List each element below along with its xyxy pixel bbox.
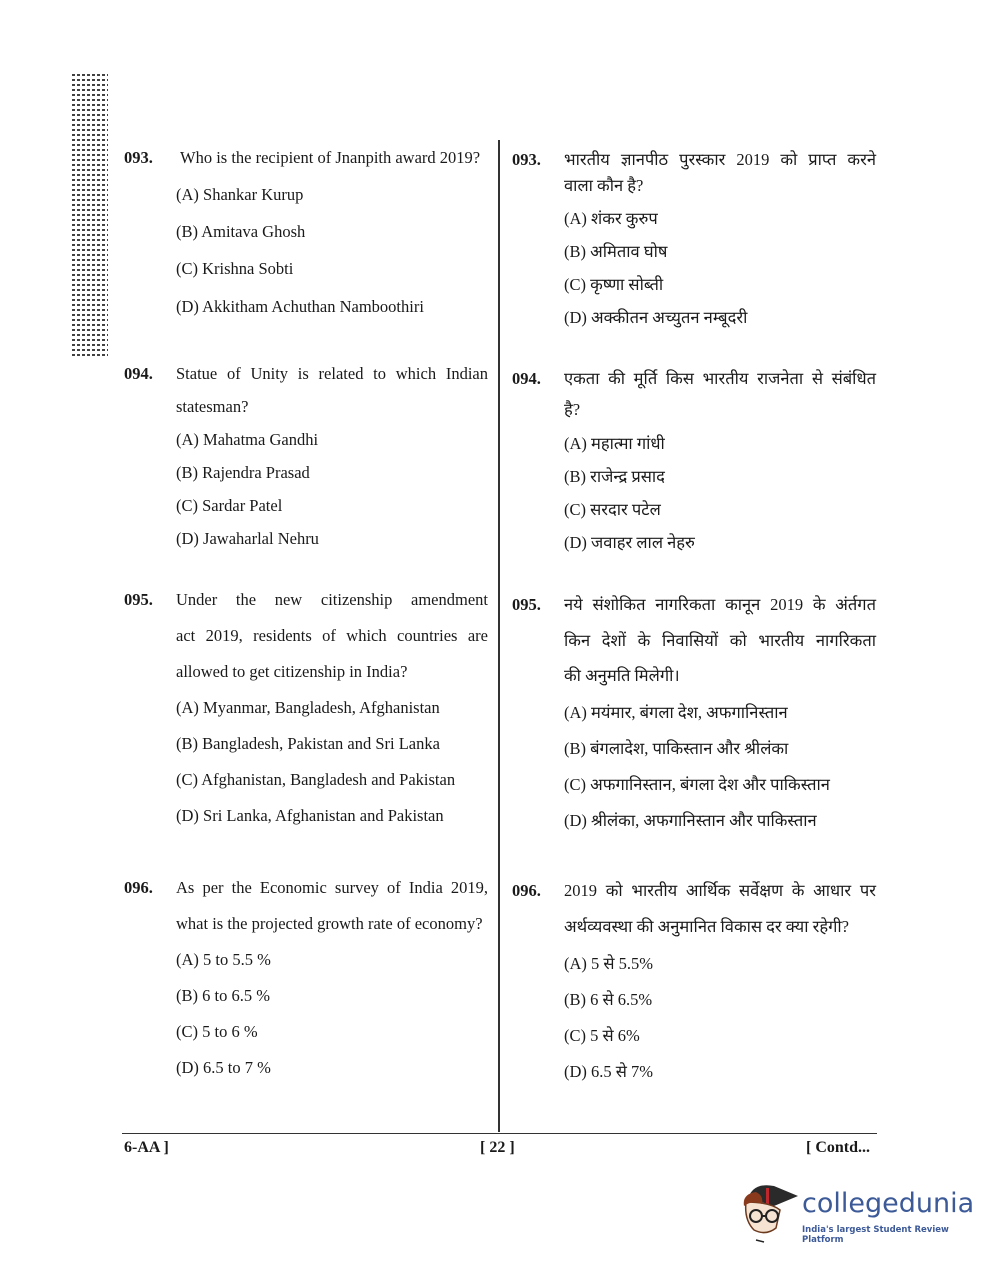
question-number: 096. [512,881,541,900]
option-hi: (A) शंकर कुरुप [564,209,658,228]
option-en: (D) Akkitham Achuthan Namboothiri [176,297,424,316]
question-text-hi: एकता की मूर्ति किस भारतीय राजनेता से संबंधित [564,369,876,388]
option-hi: (D) श्रीलंका, अफगानिस्तान और पाकिस्तान [564,811,817,830]
option-en: (B) 6 to 6.5 % [176,986,270,1005]
option-en: (C) Sardar Patel [176,496,283,515]
question-text-en: Under the new citizenship amendment [176,590,488,609]
question-number: 093. [512,150,541,169]
question-text-hi: अर्थव्यवस्था की अनुमानित विकास दर क्या रहेगी? [564,917,850,936]
question-text-hi: है? [564,400,581,419]
question-text-en: As per the Economic survey of India 2019, [176,878,488,897]
option-hi: (A) मयंमार, बंगला देश, अफगानिस्तान [564,703,788,722]
option-hi: (B) 6 से 6.5% [564,990,653,1009]
page-number: [ 22 ] [480,1139,515,1156]
question-text-en: statesman? [176,397,249,416]
option-hi: (C) सरदार पटेल [564,500,661,519]
option-hi: (D) जवाहर लाल नेहरु [564,533,695,552]
question-text-hi: की अनुमति मिलेगी। [564,666,680,685]
option-hi: (D) 6.5 से 7% [564,1062,654,1081]
question-text-hi: वाला कौन है? [564,176,644,195]
option-en: (C) 5 to 6 % [176,1022,258,1041]
question-number: 096. [124,878,153,897]
logo-brand: collegedunia [802,1188,975,1219]
option-en: (D) Jawaharlal Nehru [176,529,319,548]
option-en: (D) Sri Lanka, Afghanistan and Pakistan [176,806,444,825]
question-text-hi: नये संशोकित नागरिकता कानून 2019 के अंर्तगत [564,595,876,614]
question-text-hi: भारतीय ज्ञानपीठ पुरस्कार 2019 को प्राप्त करने [564,150,876,169]
question-text-en: act 2019, residents of which countries are [176,626,488,645]
option-hi: (C) कृष्णा सोब्ती [564,275,664,294]
question-text-en: what is the projected growth rate of economy? [176,914,483,933]
option-hi: (C) 5 से 6% [564,1026,640,1045]
option-hi: (A) महात्मा गांधी [564,434,665,453]
question-number: 095. [124,590,153,609]
column-divider [498,140,500,1132]
option-en: (B) Rajendra Prasad [176,463,310,482]
option-hi: (B) राजेन्द्र प्रसाद [564,467,665,486]
question-text-en: allowed to get citizenship in India? [176,662,408,681]
footer-rule [122,1133,877,1134]
option-en: (C) Krishna Sobti [176,259,294,278]
question-text-en: Who is the recipient of Jnanpith award 2019? [180,148,481,167]
option-en: (A) Mahatma Gandhi [176,430,319,449]
footer-contd: [ Contd... [806,1139,871,1156]
option-en: (B) Amitava Ghosh [176,222,306,241]
collegedunia-logo [740,1176,975,1256]
footer-code: 6-AA ] [124,1139,169,1156]
option-hi: (D) अक्कीतन अच्युतन नम्बूदरी [564,308,748,327]
barcode-pattern [72,72,108,356]
question-text-hi: 2019 को भारतीय आर्थिक सर्वेक्षण के आधार पर [564,881,876,900]
option-en: (D) 6.5 to 7 % [176,1058,271,1077]
question-number: 093. [124,148,153,167]
question-text-en: Statue of Unity is related to which Indian [176,364,488,383]
mascot-icon [740,1176,800,1246]
option-en: (A) 5 to 5.5 % [176,950,271,969]
option-hi: (A) 5 से 5.5% [564,954,654,973]
option-hi: (B) अमिताव घोष [564,242,668,261]
question-number: 094. [124,364,153,383]
option-en: (A) Myanmar, Bangladesh, Afghanistan [176,698,440,717]
option-hi: (C) अफगानिस्तान, बंगला देश और पाकिस्तान [564,775,830,794]
question-number: 095. [512,595,541,614]
logo-tagline: India's largest Student Review Platform [802,1225,949,1245]
question-text-hi: किन देशों के निवासियों को भारतीय नागरिकता [564,631,876,650]
question-number: 094. [512,369,541,388]
option-en: (C) Afghanistan, Bangladesh and Pakistan [176,770,456,789]
option-en: (B) Bangladesh, Pakistan and Sri Lanka [176,734,440,753]
option-en: (A) Shankar Kurup [176,185,304,204]
option-hi: (B) बंगलादेश, पाकिस्तान और श्रीलंका [564,739,789,758]
